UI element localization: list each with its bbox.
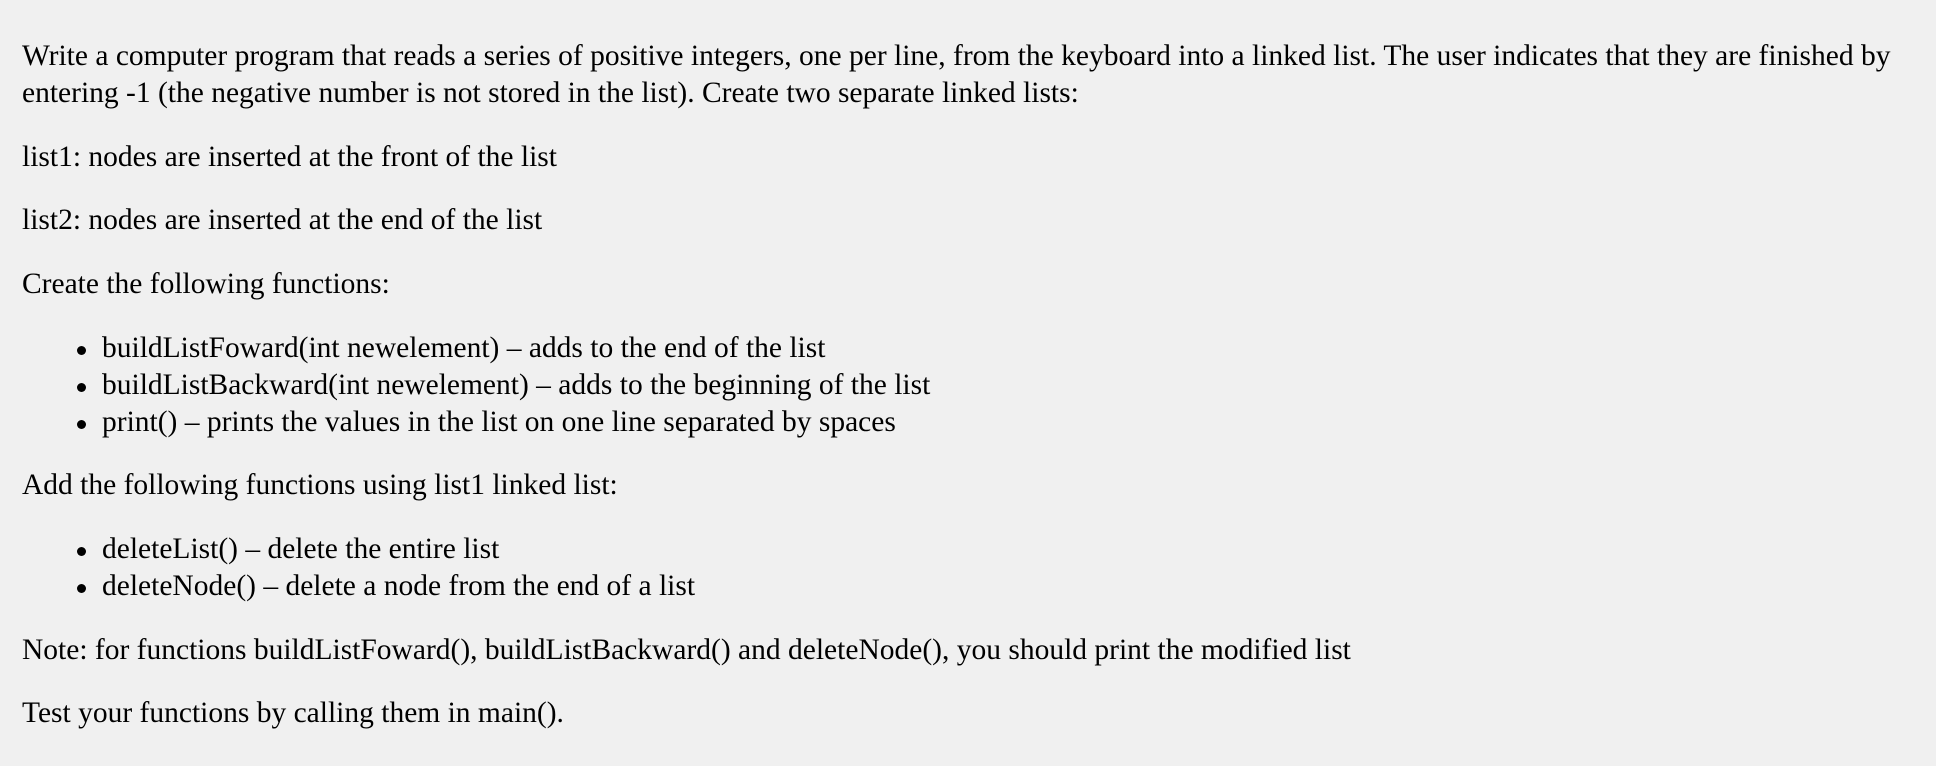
list-item: deleteNode() – delete a node from the end of a list — [22, 568, 1922, 605]
list-item: print() – prints the values in the list on one line separated by spaces — [22, 404, 1922, 441]
list-item: buildListBackward(int newelement) – adds to the beginning of the list — [22, 367, 1922, 404]
add-functions-heading: Add the following functions using list1 linked list: — [22, 469, 618, 501]
create-functions-heading: Create the following functions: — [22, 268, 390, 300]
test-paragraph: Test your functions by calling them in main(). — [22, 697, 564, 729]
note-paragraph: Note: for functions buildListFoward(), buildListBackward() and deleteNode(), you should print the modified list — [22, 634, 1351, 666]
list-item: buildListFoward(int newelement) – adds to the end of the list — [22, 330, 1922, 367]
list1-description: list1: nodes are inserted at the front of the list — [22, 141, 557, 173]
intro-paragraph: Write a computer program that reads a series of positive integers, one per line, from the keyboard into a linked list. The user indicates that they are finished by entering -1 (the negative number is not stored in the list). Create two separate linked lists: — [22, 40, 1891, 109]
add-functions-list — [22, 531, 1922, 605]
assignment-document — [22, 38, 1922, 732]
list2-description: list2: nodes are inserted at the end of the list — [22, 204, 543, 236]
list-item: deleteList() – delete the entire list — [22, 531, 1922, 568]
create-functions-list — [22, 330, 1922, 441]
